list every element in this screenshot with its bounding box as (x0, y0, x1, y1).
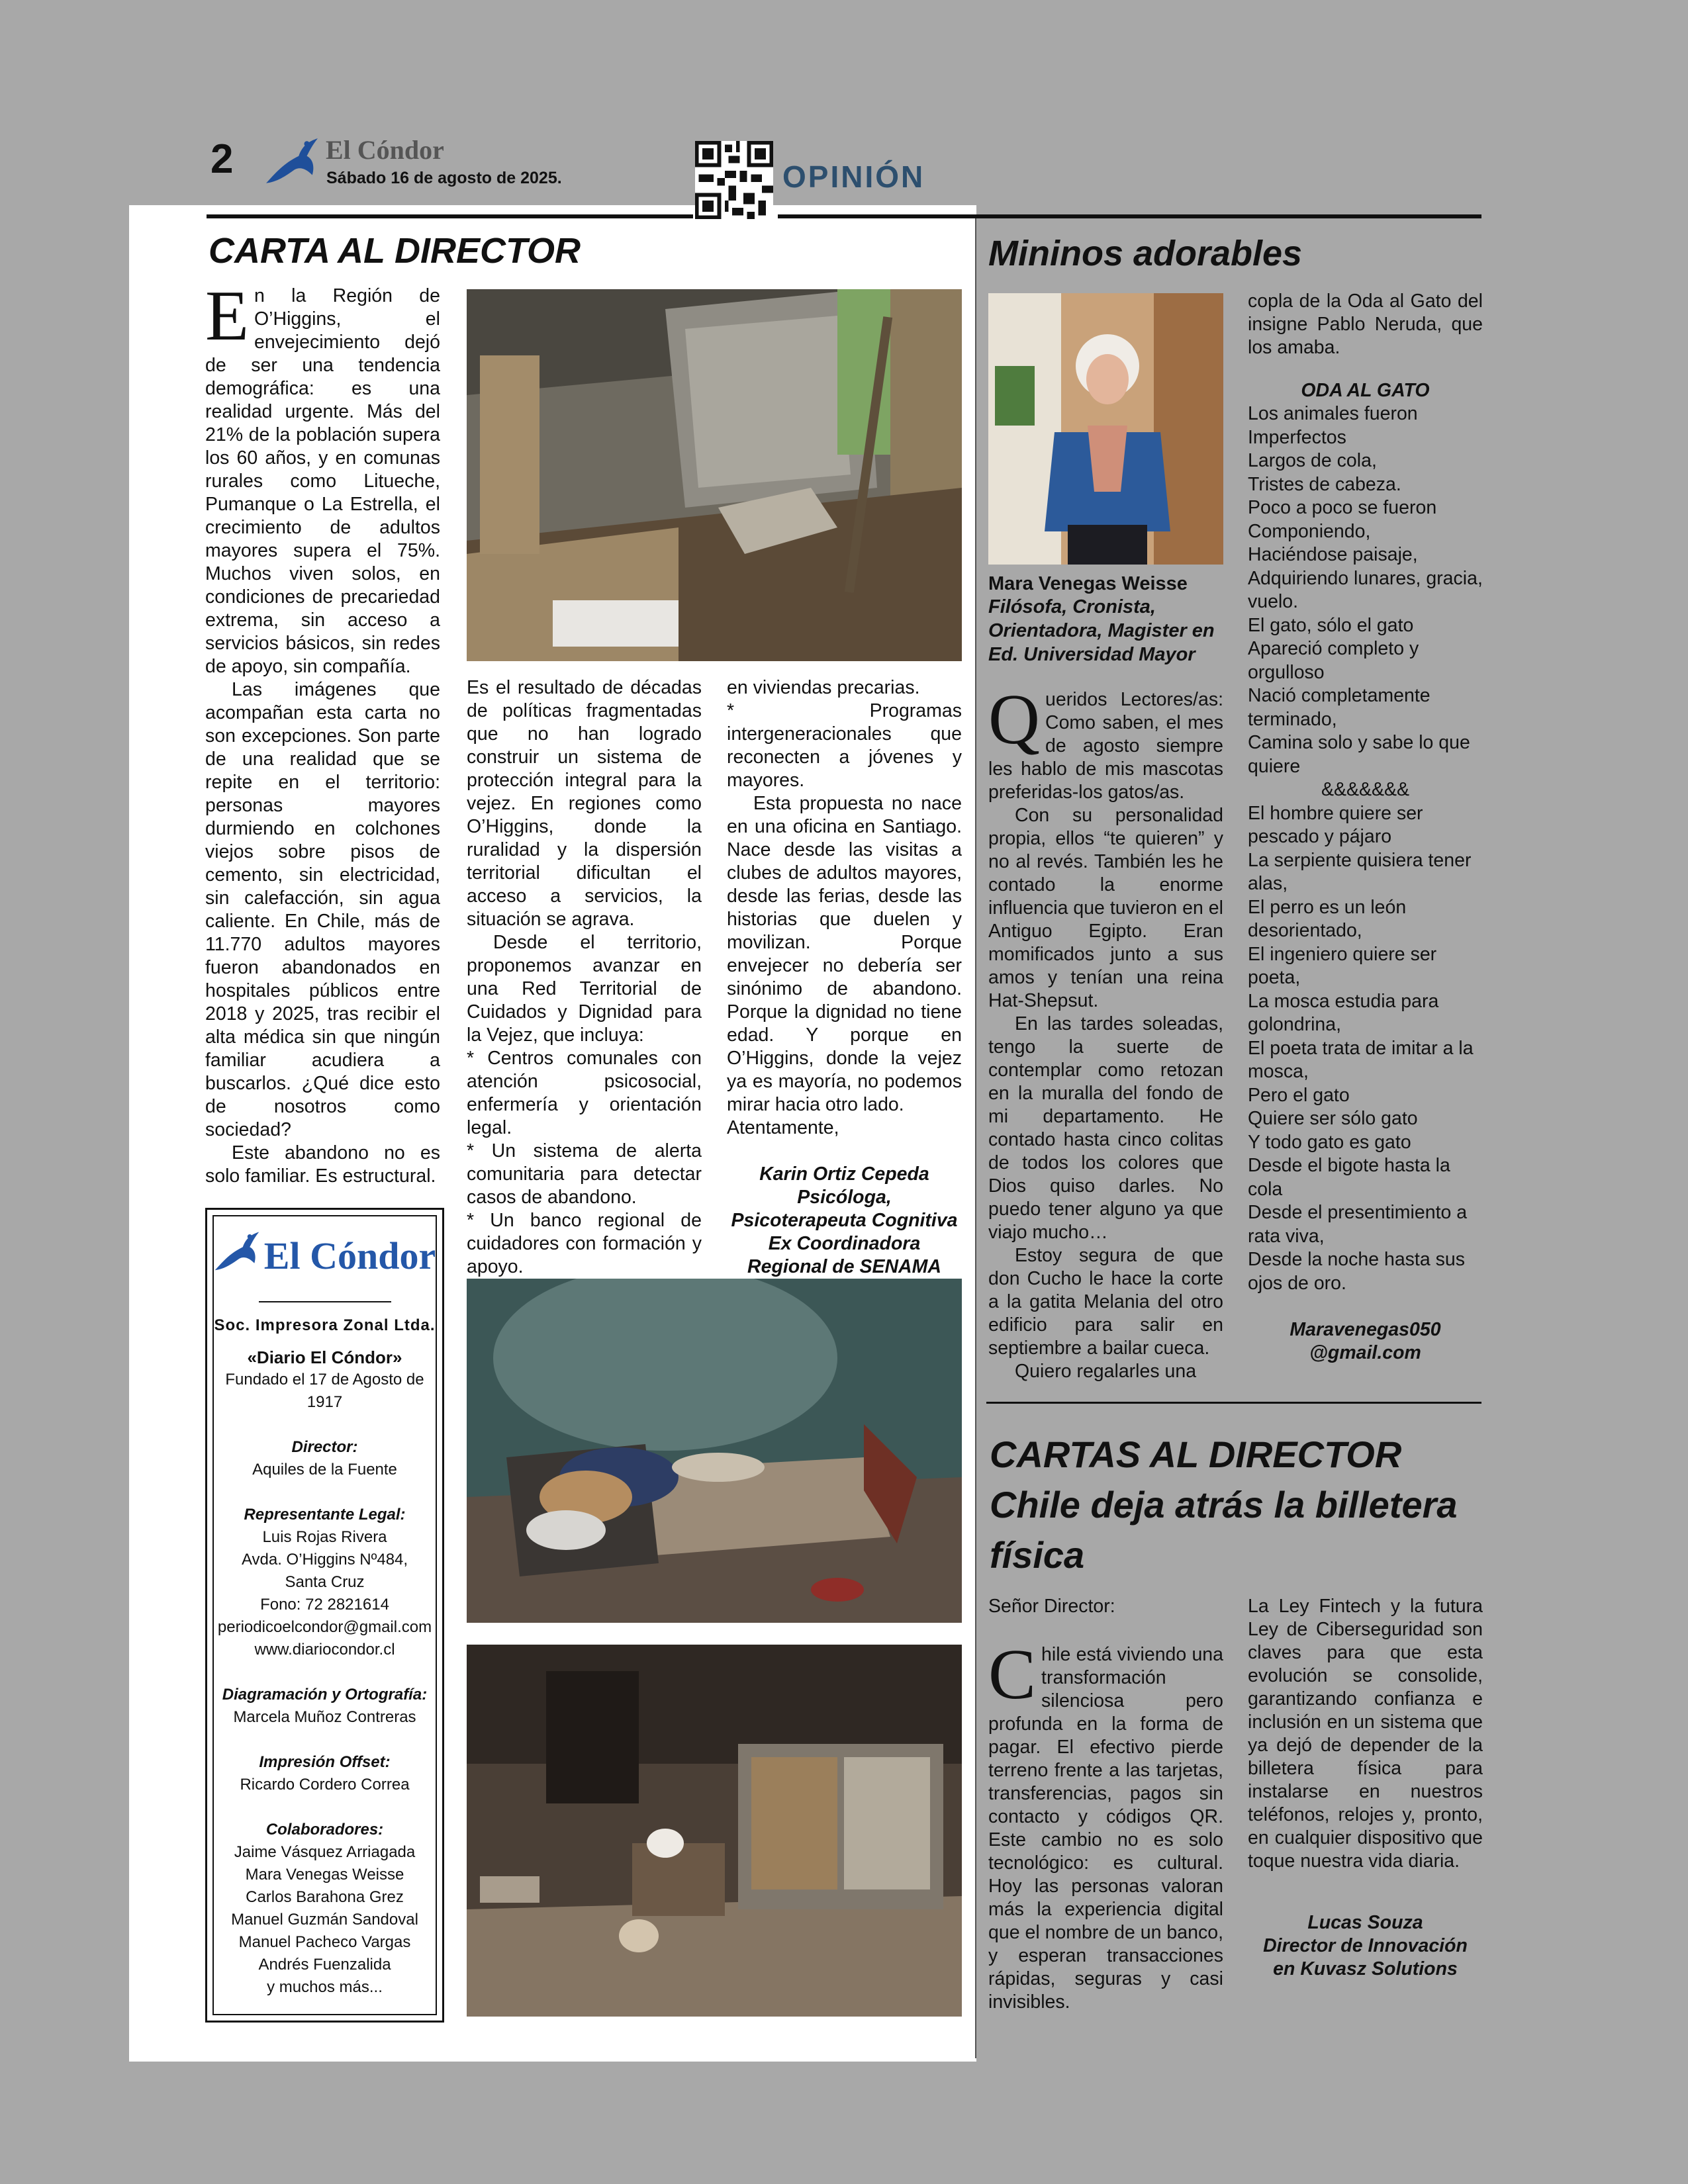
staff-box (205, 1208, 444, 2023)
issue-date: Sábado 16 de agosto de 2025. (326, 169, 562, 187)
mininos-poem-intro: copla de la Oda al Gato del insigne Pablo Neruda, que los amaba. (1248, 291, 1483, 358)
photo-bedroom (467, 1279, 962, 1623)
phone: Fono: 72 2821614 (260, 1596, 389, 1614)
photo-kitchen-cats (467, 1645, 962, 2017)
company-name: Soc. Impresora Zonal Ltda. (214, 1316, 436, 1334)
poem-title: ODA AL GATO (1301, 380, 1430, 401)
cartas2-section-title: CARTAS AL DIRECTOR (990, 1433, 1402, 1475)
drop-cap: C (988, 1635, 1037, 1714)
photo-abandoned-shed (467, 289, 962, 661)
carta-paragraph-4: Es el resultado de décadas de políticas fragmentadas que no han logrado construir un sistema de protección integral para la vejez. En regiones como O’Higgins, donde la ruralidad y la dispersión territorial dificultan el acceso a servicios, la situación se agrava. (467, 677, 702, 930)
staff-box-content (207, 1230, 442, 1999)
drop-cap: E (205, 277, 249, 355)
carta-closing: Atentamente, (727, 1117, 839, 1138)
section-label: OPINIÓN (782, 159, 925, 194)
carta-title: CARTA AL DIRECTOR (209, 231, 581, 271)
email-line-2: @gmail.com (1309, 1342, 1421, 1363)
top-rule-left (207, 214, 693, 218)
poem-line: Los animales fueron (1248, 403, 1418, 424)
signature-title-4: Regional de SENAMA (747, 1256, 941, 1277)
column-divider (975, 218, 976, 2058)
signature-title-3: Ex Coordinadora (768, 1233, 921, 1254)
signature-title-2: Psicoterapeuta Cognitiva (731, 1210, 958, 1231)
collaborator: Jaime Vásquez Arriagada (234, 1843, 416, 1861)
carta-column-1 (205, 277, 440, 1188)
poem-line: Nació completamente terminado, (1248, 685, 1430, 730)
cartas2-paragraph-2: La Ley Fintech y la futura Ley de Ciberseguridad son claves para que esta evolución se consolide, garantizando confianza e inclusión en un sistema que ya dejó de depender de la billetera física para instalarse en nuestros teléfonos, relojes y, pronto, en cualquier dispositivo que toque nuestra vida diaria. (1248, 1596, 1483, 1872)
website[interactable]: www.diariocondor.cl (254, 1641, 395, 1659)
carta-bullet-5: * Programas intergeneracionales que reconecten a jóvenes y mayores. (727, 700, 962, 791)
poem-line: Camina solo y sabe lo que quiere (1248, 732, 1470, 777)
signature-name: Karin Ortiz Cepeda (759, 1163, 929, 1185)
cartas2-heading (990, 1430, 1493, 1580)
legal-label: Representante Legal: (244, 1506, 406, 1524)
page-number: 2 (211, 136, 234, 182)
collaborator: Andrés Fuenzalida (258, 1956, 391, 1974)
mininos-title: Mininos adorables (988, 234, 1303, 273)
layout-label: Diagramación y Ortografía: (222, 1686, 428, 1704)
collaborator: y muchos más... (267, 1978, 383, 1996)
poem-line: Poco a poco se fueron (1248, 497, 1437, 518)
poem-line: Adquiriendo lunares, gracia, vuelo. (1248, 567, 1483, 612)
poem-line: Desde el presentimiento a rata viva, (1248, 1202, 1468, 1247)
poem-line: Y todo gato es gato (1248, 1131, 1411, 1153)
collaborator: Carlos Barahona Grez (246, 1888, 404, 1906)
poem-line: Componiendo, (1248, 520, 1371, 542)
signature-title-2: en Kuvasz Solutions (1273, 1958, 1458, 1979)
print-label: Impresión Offset: (259, 1753, 391, 1771)
collaborator: Manuel Pacheco Vargas (238, 1933, 411, 1951)
carta-paragraph-3: Este abandono no es solo familiar. Es estructural. (205, 1142, 440, 1187)
poem-line: El perro es un león desorientado, (1248, 896, 1407, 941)
carta-paragraph-6: en viviendas precarias. (727, 677, 920, 698)
email[interactable]: periodicoelcondor@gmail.com (217, 1618, 432, 1636)
mininos-column-2 (1248, 290, 1483, 1365)
cartas2-headline: Chile deja atrás la billetera física (990, 1484, 1458, 1576)
author-role: Filósofa, Cronista, Orientadora, Magister en Ed. Universidad Mayor (988, 596, 1215, 665)
poem-line: El hombre quiere ser pescado y pájaro (1248, 802, 1423, 847)
poem-line: El ingeniero quiere ser poeta, (1248, 943, 1437, 988)
carta-signature (727, 1163, 962, 1279)
condor-bird-icon (265, 136, 319, 190)
masthead-name: El Cóndor (326, 135, 444, 165)
poem-body (1248, 402, 1483, 1295)
cartas2-column-2 (1248, 1595, 1483, 1981)
poem-line: Quiere ser sólo gato (1248, 1108, 1418, 1129)
poem-line: Desde la noche hasta sus ojos de oro. (1248, 1249, 1465, 1294)
author-credit (988, 573, 1237, 666)
poem-line: Pero el gato (1248, 1084, 1350, 1106)
cartas2-column-1 (988, 1595, 1223, 2014)
photo-author-portrait (988, 293, 1223, 565)
mininos-paragraph-3: En las tardes soleadas, tengo la suerte de contemplar como retozan en la muralla del fondo de mi departamento. He contado hasta cinco colitas de todos los colores que Dios quiso darles. No puedo tener alguno ya que viajo mucho… (988, 1013, 1223, 1243)
top-rule-right (778, 214, 1481, 218)
mininos-paragraph-4: Estoy segura de que don Cucho le hace la corte a la gatita Melania del otro edificio para salir en septiembre a bailar cueca. (988, 1245, 1223, 1359)
poem-line: Desde el bigote hasta la cola (1248, 1155, 1450, 1200)
cartas2-paragraph-1: hile está viviendo una transformación silenciosa pero profunda en la forma de pagar. El efectivo pierde terreno frente a las tarjetas, transferencias, pagos sin contacto y códigos QR. Este cambio no es solo tecnológico: es cultural. Hoy las personas valoran más la experiencia digital que el nombre de un banco, y esperan transacciones rápidas, seguras y casi invisibles. (988, 1644, 1223, 2013)
collaborator: Mara Venegas Weisse (245, 1866, 404, 1884)
layout-name: Marcela Muñoz Contreras (233, 1708, 416, 1726)
author-name: Mara Venegas Weisse (988, 573, 1188, 594)
mininos-column-1 (988, 680, 1223, 1383)
mininos-paragraph-1: ueridos Lectores/as: Como saben, el mes de agosto siempre les hablo de mis mascotas preferidas-los gatos/as. (988, 689, 1223, 803)
director-label: Director: (291, 1438, 358, 1456)
paper-name: «Diario El Cóndor» (247, 1347, 402, 1367)
carta-paragraph-2: Las imágenes que acompañan esta carta no son excepciones. Son parte de una realidad que se repite en el territorio: personas mayores durmiendo en colchones viejos sobre pisos de cemento, sin electricidad, sin calefacción, sin agua caliente. En Chile, más de 11.770 adultos mayores fueron abandonados en hospitales públicos entre 2018 y 2025, tras recibir el alta médica sin que ningún familiar acudiera a buscarlos. ¿Qué dice esto de nosotros como sociedad? (205, 679, 440, 1140)
author-email[interactable] (1248, 1318, 1483, 1365)
poem-line: La mosca estudia para golondrina, (1248, 990, 1439, 1035)
carta-bullet-3: * Un banco regional de cuidadores con formación y apoyo. (467, 1210, 702, 1277)
carta-column-2 (467, 676, 702, 1302)
signature-name: Lucas Souza (1307, 1912, 1423, 1933)
collaborator: Manuel Guzmán Sandoval (231, 1911, 418, 1929)
poem-line: Haciéndose paisaje, (1248, 544, 1418, 565)
carta-bullet-1: * Centros comunales con atención psicosocial, enfermería y orientación legal. (467, 1048, 702, 1138)
poem-line: Apareció completo y orgulloso (1248, 638, 1419, 683)
qr-code[interactable] (695, 141, 773, 219)
salutation: Señor Director: (988, 1596, 1115, 1617)
carta-bullet-2: * Un sistema de alerta comunitaria para detectar casos de abandono. (467, 1140, 702, 1208)
poem-line: El poeta trata de imitar a la mosca, (1248, 1037, 1474, 1082)
print-name: Ricardo Cordero Correa (240, 1776, 410, 1794)
mininos-paragraph-2: Con su personalidad propia, ellos “te quieren” y no al revés. También les he contado la enorme influencia que tuvieron en el Antiguo Egipto. Eran momificados junto a sus amos y tenían una reina Hat-Shepsut. (988, 805, 1223, 1011)
condor-logo-icon (214, 1230, 260, 1283)
carta-column-3 (727, 676, 962, 1279)
carta-paragraph-7: Esta propuesta no nace en una oficina en Santiago. Nace desde las visitas a clubes de adultos mayores, desde las ferias, desde las historias que duelen y movilizan. Porque envejecer no debería ser sinónimo de abandono. Porque la dignidad no tiene edad. Y porque en O’Higgins, donde la vejez ya es mayoría, no podemos mirar hacia otro lado. (727, 793, 962, 1115)
poem-line: Largos de cola, (1248, 450, 1377, 471)
section-rule (986, 1402, 1481, 1404)
address-line-2: Santa Cruz (285, 1573, 365, 1591)
staff-box-logo: El Cóndor (263, 1234, 436, 1277)
poem-line: El gato, sólo el gato (1248, 614, 1414, 636)
carta-paragraph-1: n la Región de O’Higgins, el envejecimiento dejó de ser una tendencia demográfica: es una realidad urgente. Más del 21% de la población supera los 60 años, y en comunas rurales como Litueche, Pumanque o La Estrella, el crecimiento de adultos mayores supera el 75%. Muchos viven solos, en condiciones de precariedad extrema, sin acceso a servicios básicos, sin redes de apoyo, sin compañía. (205, 285, 440, 677)
address-line-1: Avda. O’Higgins Nº484, (241, 1551, 408, 1569)
founded-date: Fundado el 17 de Agosto de 1917 (225, 1371, 424, 1411)
collaborators-label: Colaboradores: (265, 1821, 384, 1839)
poem-line: Tristes de cabeza. (1248, 473, 1401, 495)
legal-name: Luis Rojas Rivera (262, 1528, 387, 1546)
drop-cap: Q (988, 680, 1040, 759)
email-line-1: Maravenegas050 (1289, 1319, 1441, 1340)
poem-line: Imperfectos (1248, 426, 1346, 448)
mininos-paragraph-5: Quiero regalarles una (1015, 1361, 1197, 1382)
signature-title-1: Director de Innovación (1263, 1935, 1468, 1956)
cartas2-signature (1248, 1911, 1483, 1981)
carta-paragraph-5: Desde el territorio, proponemos avanzar en una Red Territorial de Cuidados y Dignidad para la Vejez, que incluya: (467, 932, 702, 1046)
director-name: Aquiles de la Fuente (252, 1461, 397, 1479)
signature-title-1: Psicóloga, (797, 1187, 892, 1208)
poem-line: La serpiente quisiera tener alas, (1248, 849, 1472, 894)
poem-line: &&&&&&& (1321, 779, 1410, 800)
